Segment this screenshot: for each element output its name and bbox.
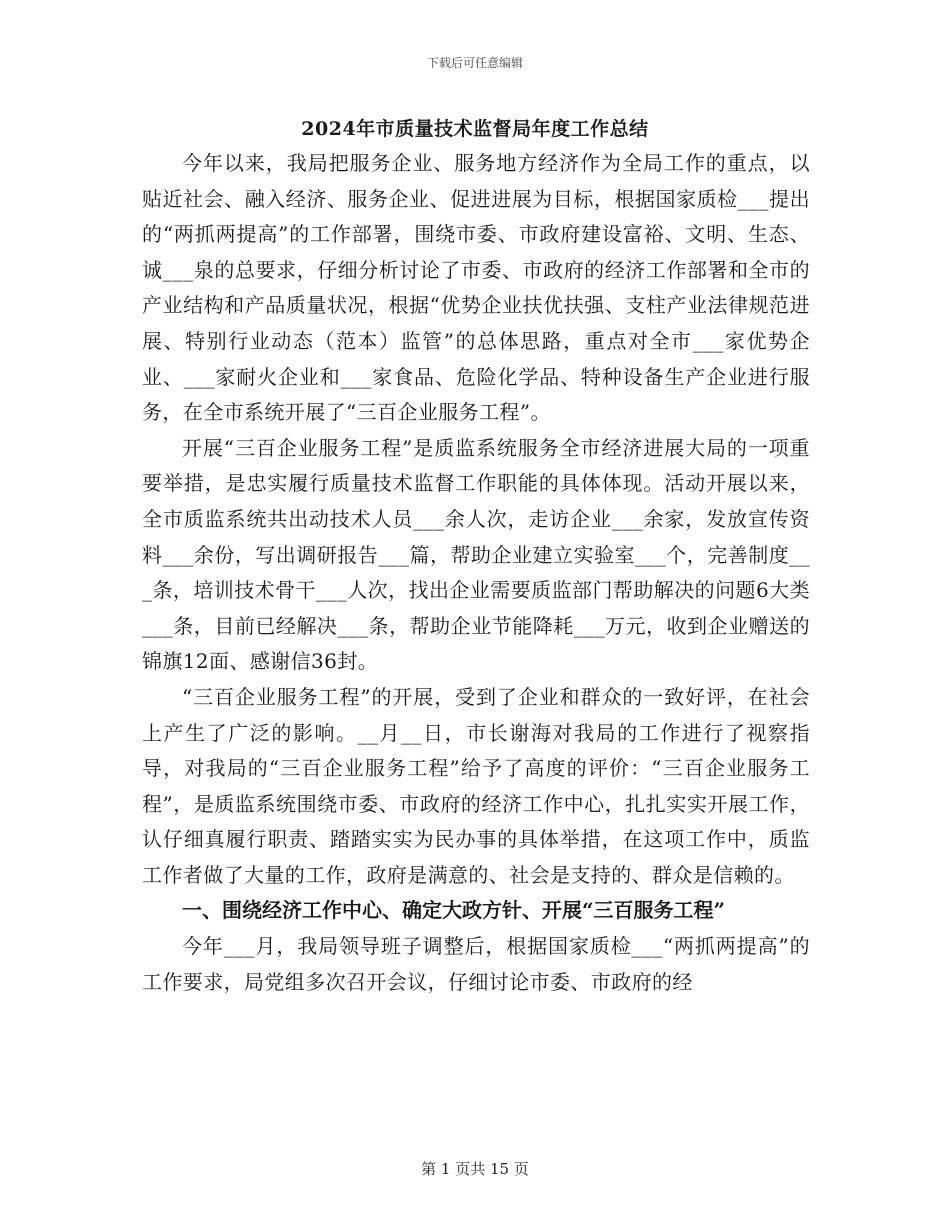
document-title: 2024年市质量技术监督局年度工作总结 <box>301 118 649 140</box>
page-footer: 第 1 页共 15 页 <box>421 1160 529 1178</box>
paragraph-intro: 今年以来，我局把服务企业、服务地方经济作为全局工作的重点，以贴近社会、融入经济、服务企业、促进进展为目标，根据国家质检___提出的“两抓两提高”的工作部署，围绕市委、市政府建设富裕、文明、生态、诚___泉的总要求，仔细分析讨论了市委、市政府的经济工作部署和全市的产业结构和产品质量状况，根据“优势企业扶优扶强、支柱产业法律规范进展、特别行业动态（范本）监管”的总体思路，重点对全市___家优势企业、___家耐火企业和___家食品、危险化学品、特种设备生产企业进行服务，在全市系统开展了“三百企业服务工程”。 <box>142 151 810 425</box>
paragraph-section-1: 今年___月，我局领导班子调整后，根据国家质检___“两抓两提高”的工作要求，局党组多次召开会议，仔细讨论市委、市政府的经 <box>142 934 810 994</box>
section-heading-1: 一、围绕经济工作中心、确定大政方针、开展“三百服务工程” <box>182 898 726 923</box>
header-note: 下载后可任意编辑 <box>426 56 523 70</box>
paragraph-activities: 开展“三百企业服务工程”是质监系统服务全市经济进展大局的一项重要举措，是忠实履行质量技术监督工作职能的具体体现。活动开展以来，全市质监系统共出动技术人员___余人次，走访企业___余家，发放宣传资料___余份，写出调研报告___篇，帮助企业建立实验室___个，完善制度___条，培训技术骨干___人次，找出企业需要质监部门帮助解决的问题6大类___条，目前已经解决___条，帮助企业节能降耗___万元，收到企业赠送的锦旗12面、感谢信36封。 <box>142 435 810 674</box>
paragraph-evaluation: “三百企业服务工程”的开展，受到了企业和群众的一致好评，在社会上产生了广泛的影响。__月__日，市长谢海对我局的工作进行了视察指导，对我局的“三百企业服务工程”给予了高度的评价：“三百企业服务工程”，是质监系统围绕市委、市政府的经济工作中心，扎扎实实开展工作，认仔细真履行职责、踏踏实实为民办事的具体举措，在这项工作中，质监工作者做了大量的工作，政府是满意的、社会是支持的、群众是信赖的。 <box>142 684 810 887</box>
document-body <box>142 146 810 1000</box>
